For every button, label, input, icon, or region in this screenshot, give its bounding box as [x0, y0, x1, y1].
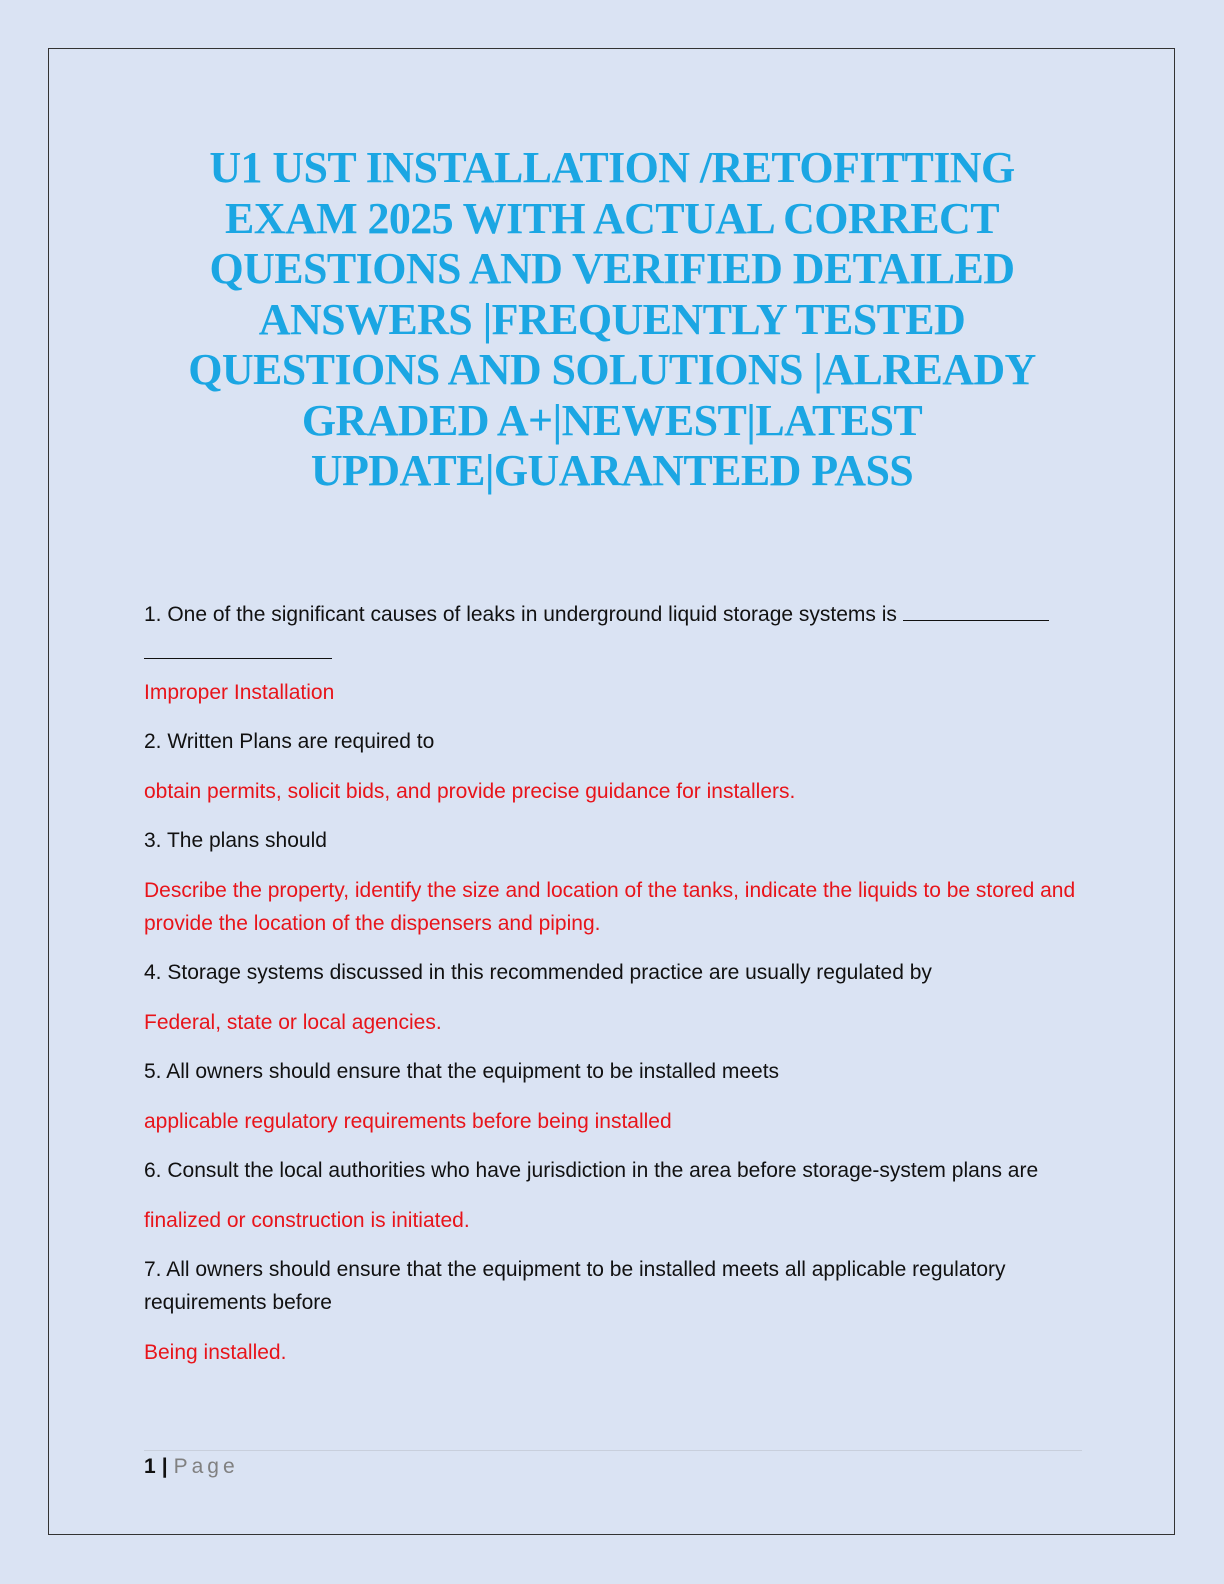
page-number: 1: [144, 1455, 156, 1478]
question-1-text: 1. One of the significant causes of leaks in underground liquid storage systems is: [144, 603, 897, 626]
question-1: [144, 598, 1084, 659]
question-7: 7. All owners should ensure that the equipment to be installed meets all applicable regulatory requirements before: [144, 1258, 1006, 1314]
answer-2: obtain permits, solicit bids, and provide precise guidance for installers.: [144, 779, 796, 803]
qa-list: [144, 598, 1084, 1385]
answer-6: finalized or construction is initiated.: [144, 1208, 470, 1232]
answer-blank-line: [144, 631, 332, 659]
question-6: 6. Consult the local authorities who have jurisdiction in the area before storage-system plans are: [144, 1159, 1039, 1182]
answer-5: applicable regulatory requirements before being installed: [144, 1109, 672, 1133]
document-title: U1 UST INSTALLATION /RETOFITTING EXAM 2025 WITH ACTUAL CORRECT QUESTIONS AND VERIFIED DETAILED ANSWERS |FREQUENTLY TESTED QUESTIONS AND SOLUTIONS |ALREADY GRADED A+|NEWEST|LATEST UPDATE|GUARANTEED PASS: [188, 143, 1036, 495]
footer-divider: [144, 1450, 1082, 1451]
page-footer: [144, 1454, 239, 1480]
question-2: 2. Written Plans are required to: [144, 730, 435, 753]
question-3: 3. The plans should: [144, 829, 327, 852]
answer-3: Describe the property, identify the size and location of the tanks, indicate the liquids to be stored and provide the location of the dispensers and piping.: [144, 878, 1076, 935]
answer-4: Federal, state or local agencies.: [144, 1010, 442, 1034]
question-4: 4. Storage systems discussed in this recommended practice are usually regulated by: [144, 961, 932, 984]
answer-7: Being installed.: [144, 1340, 287, 1364]
page-separator: |: [161, 1455, 168, 1478]
answer-1: Improper Installation: [144, 680, 335, 704]
question-5: 5. All owners should ensure that the equipment to be installed meets: [144, 1060, 780, 1083]
page-label: Page: [173, 1455, 239, 1478]
answer-blank-line: [903, 600, 1049, 621]
